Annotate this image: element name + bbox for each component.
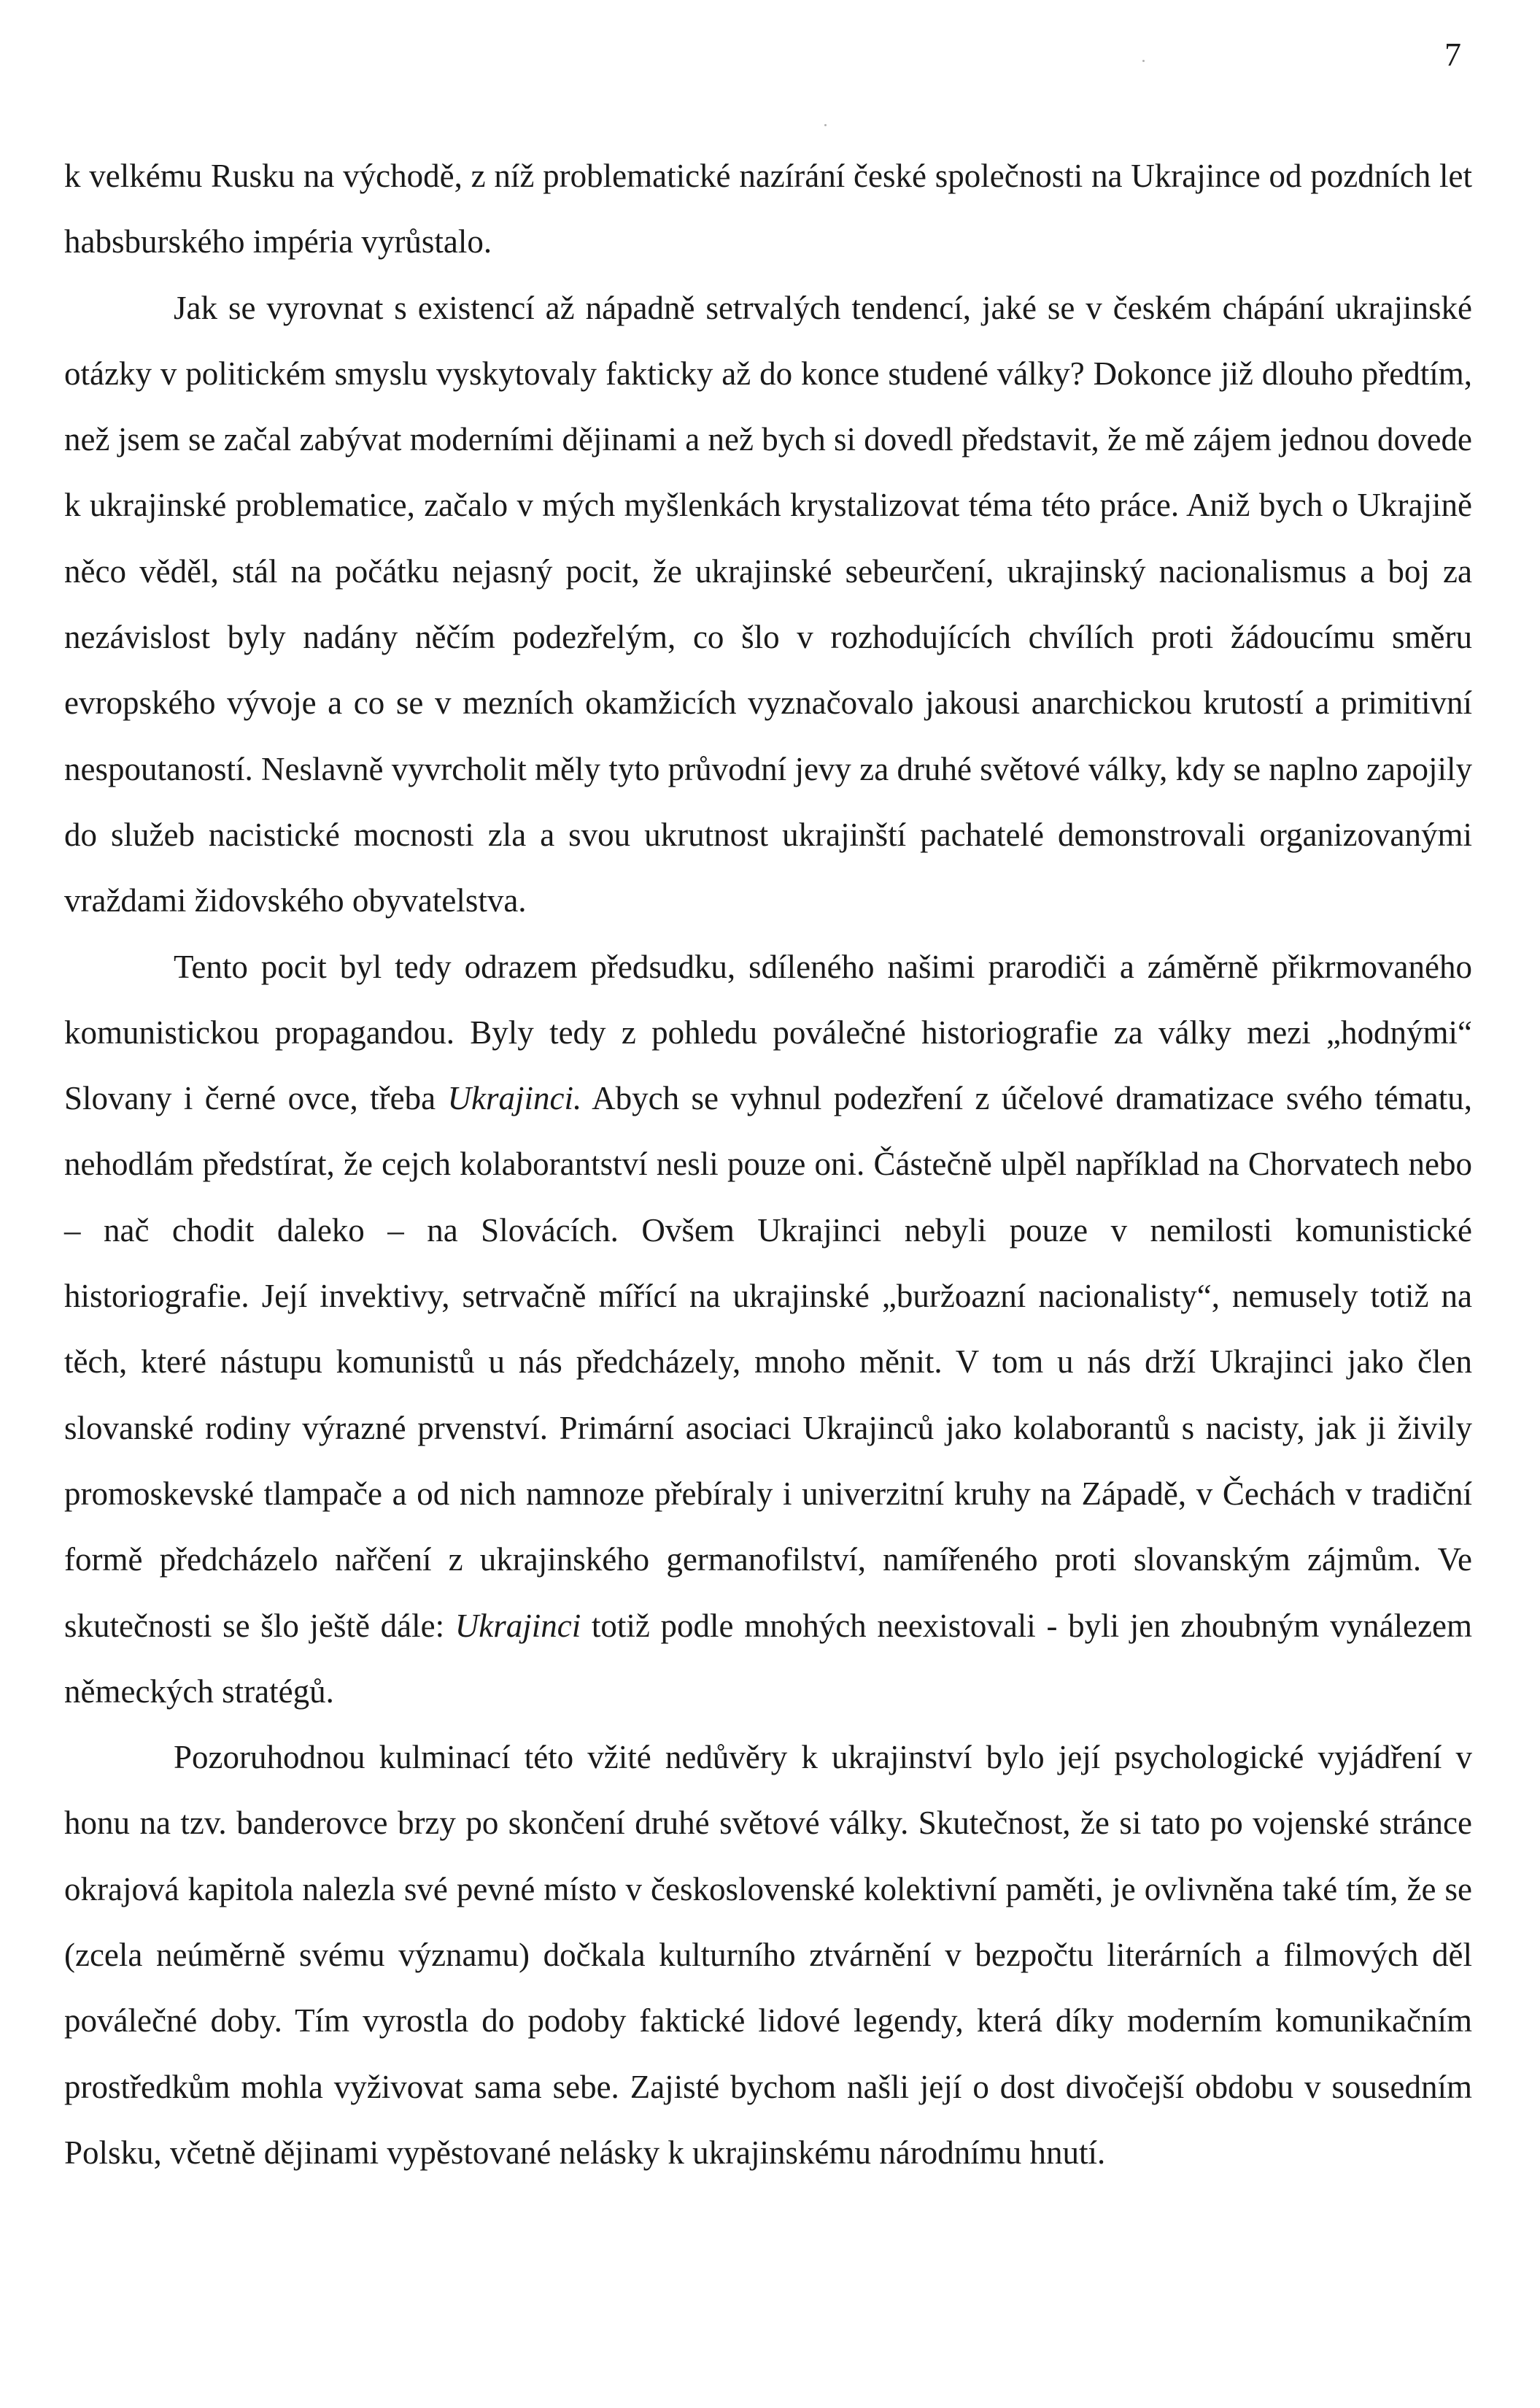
text-segment: k velkému Rusku na východě, z níž problematické nazírání české společnosti na Ukrajince od pozdních let habsburského impéria vyrůstalo. xyxy=(64,158,1472,261)
text-segment: totiž podle mnohých neexistovali - byli jen zhoubným vynálezem německých stratégů. xyxy=(64,1607,1472,1710)
body-text xyxy=(64,143,1472,2185)
text-segment: Jak se vyrovnat s existencí až nápadně setrvalých tendencí, jaké se v českém chápání ukrajinské otázky v politickém smyslu vyskytovaly fakticky až do konce studené války? Dokonce již dlouho předtím, než jsem se začal zabývat moderními dějinami a než bych si dovedl představit, že mě zájem jednou dovede k ukrajinské problematice, začalo v mých myšlenkách krystalizovat téma této práce. Aniž bych o Ukrajině něco věděl, stál na počátku nejasný pocit, že ukrajinské sebeurčení, ukrajinský nacionalismus a boj za nezávislost byly nadány něčím podezřelým, co šlo v rozhodujících chvílích proti žádoucímu směru evropského vývoje a co se v mezních okamžicích vyznačovalo jakousi anarchickou krutostí a primitivní nespoutaností. Neslavně vyvrcholit měly tyto průvodní jevy za druhé světové války, kdy se naplno zapojily do služeb nacistické mocnosti zla a svou ukrutnost ukrajinští pachatelé demonstrovali organizovanými vraždami židovského obyvatelstva. xyxy=(64,289,1472,919)
text-segment: Abych se vyhnul podezření z účelové dramatizace svého tématu, nehodlám předstírat, že cejch kolaborantství nesli pouze oni. Částečně ulpěl například na Chorvatech nebo – nač chodit daleko – na Slovácích. Ovšem Ukrajinci nebyli pouze v nemilosti komunistické historiografie. Její invektivy, setrvačně mířící na ukrajinské „buržoazní nacionalisty“, nemusely totiž na těch, které nástupu komunistů u nás předcházely, mnoho měnit. V tom u nás drží Ukrajinci jako člen slovanské rodiny výrazné prvenství. Primární asociaci Ukrajinců jako kolaborantů s nacisty, jak ji živily promoskevské tlampače a od nich namnoze přebíraly i univerzitní kruhy na Západě, v Čechách v tradiční formě předcházelo nařčení z ukrajinského germanofilství, namířeného proti slovanským zájmům. Ve skutečnosti se šlo ještě dále: xyxy=(64,1080,1472,1644)
paragraph xyxy=(64,275,1472,934)
scan-speck xyxy=(1142,60,1145,62)
paragraph xyxy=(64,1724,1472,2185)
scan-speck xyxy=(824,124,827,126)
paragraph xyxy=(64,934,1472,1725)
paragraph xyxy=(64,143,1472,275)
italic-text-segment: Ukrajinci. xyxy=(447,1080,582,1117)
page-number: 7 xyxy=(1444,36,1461,73)
italic-text-segment: Ukrajinci xyxy=(454,1607,581,1644)
text-segment: Pozoruhodnou kulminací této vžité nedůvěry k ukrajinství bylo její psychologické vyjádření v honu na tzv. banderovce brzy po skončení druhé světové války. Skutečnost, že si tato po vojenské stránce okrajová kapitola nalezla své pevné místo v československé kolektivní paměti, je ovlivněna také tím, že se (zcela neúměrně svému významu) dočkala kulturního ztvárnění v bezpočtu literárních a filmových děl poválečné doby. Tím vyrostla do podoby faktické lidové legendy, která díky moderním komunikačním prostředkům mohla vyživovat sama sebe. Zajisté bychom našli její o dost divočejší obdobu v sousedním Polsku, včetně dějinami vypěstované nelásky k ukrajinskému národnímu hnutí. xyxy=(64,1739,1472,2171)
text-segment: Tento pocit byl tedy odrazem předsudku, sdíleného našimi prarodiči a záměrně přikrmovaného komunistickou propagandou. Byly tedy z pohledu poválečné historiografie za války mezi „hodnými“ Slovany i černé ovce, třeba xyxy=(64,948,1472,1117)
